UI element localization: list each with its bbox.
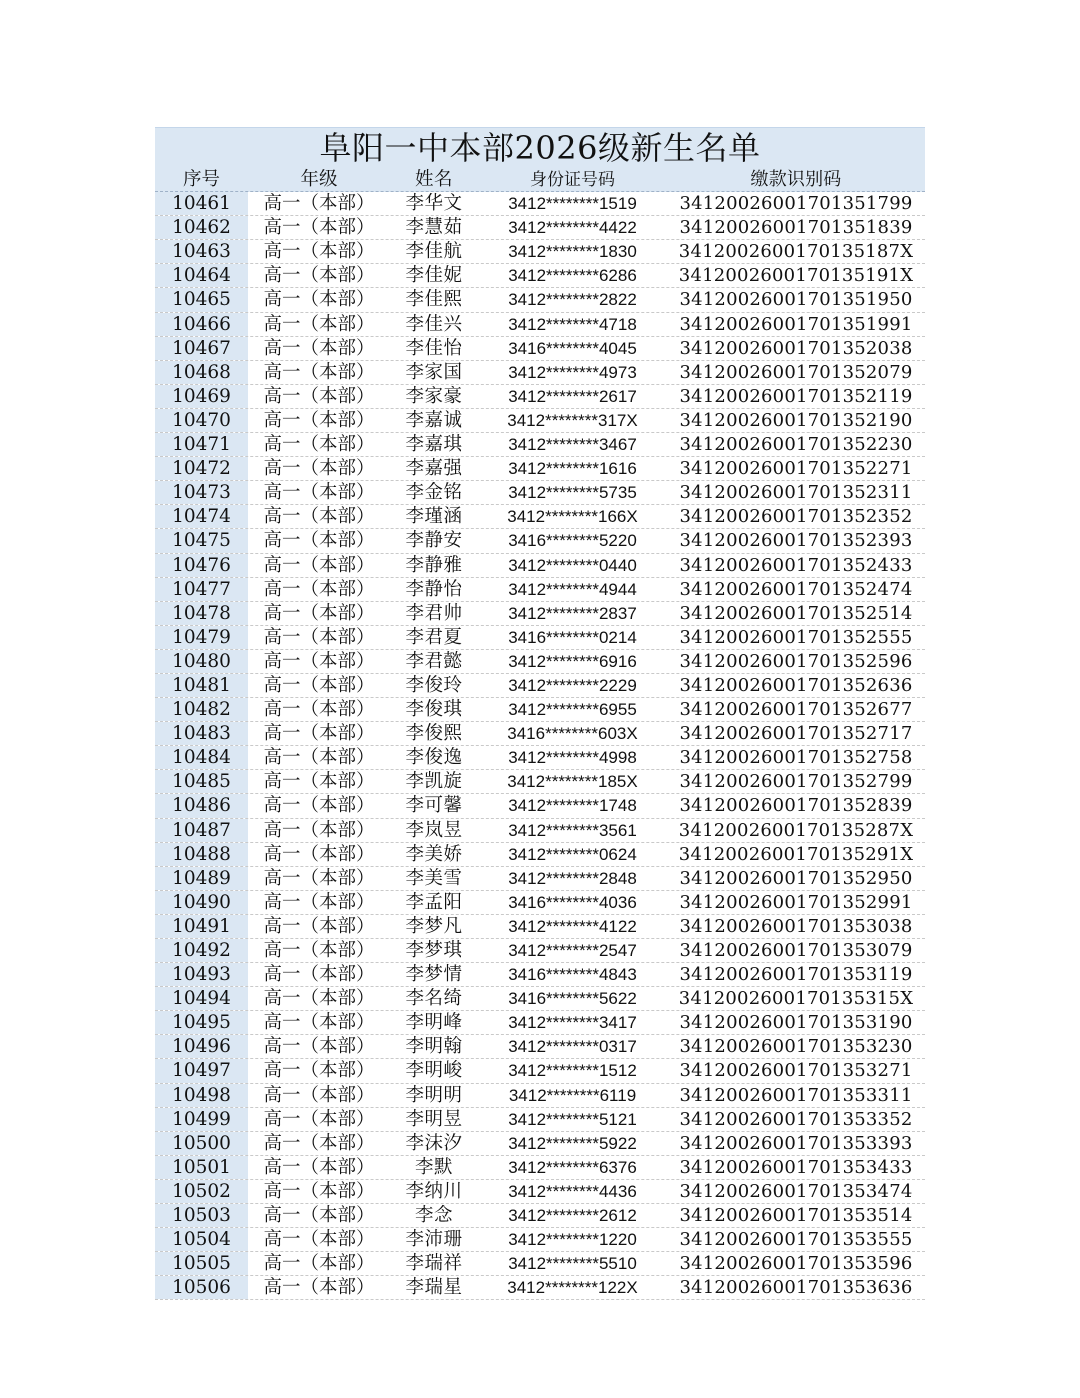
cell-id-number: 3412********2848 xyxy=(508,868,637,888)
cell-grade: 高一（本部） xyxy=(263,1229,375,1251)
cell-payment-code: 34120026001701352038 xyxy=(679,337,913,359)
cell-name: 李佳怡 xyxy=(405,337,463,359)
cell-grade: 高一（本部） xyxy=(263,289,375,311)
cell-name: 李沛珊 xyxy=(405,1229,463,1251)
table-row xyxy=(155,578,925,602)
cell-id-number: 3412********1519 xyxy=(508,194,637,214)
cell-payment-code: 34120026001701353230 xyxy=(679,1036,913,1058)
cell-id-number: 3412********2547 xyxy=(508,941,637,960)
cell-name: 李梦凡 xyxy=(405,915,463,937)
table-row xyxy=(155,746,925,770)
cell-seq: 10500 xyxy=(155,1132,248,1155)
table-row xyxy=(155,674,925,698)
table-row xyxy=(155,770,925,794)
table-row xyxy=(155,481,925,505)
cell-id-number: 3412********2612 xyxy=(508,1206,637,1226)
cell-seq: 10464 xyxy=(155,264,248,287)
cell-payment-code: 34120026001701352596 xyxy=(679,650,913,672)
table-row xyxy=(155,602,925,626)
cell-seq: 10502 xyxy=(155,1180,248,1203)
table-row xyxy=(155,385,925,409)
cell-name: 李名绮 xyxy=(405,988,463,1010)
cell-id-number: 3412********5510 xyxy=(508,1254,637,1274)
table-row xyxy=(155,1059,925,1083)
cell-id-number: 3416********4036 xyxy=(508,892,637,912)
student-list-sheet xyxy=(155,127,925,1300)
header-grade: 年级 xyxy=(300,169,338,190)
cell-name: 李梦琪 xyxy=(405,940,463,961)
cell-name: 李瑾涵 xyxy=(405,506,463,528)
table-row xyxy=(155,1132,925,1156)
cell-grade: 高一（本部） xyxy=(263,674,375,696)
cell-id-number: 3412********166X xyxy=(507,507,638,527)
cell-payment-code: 34120026001701352393 xyxy=(679,530,913,552)
cell-id-number: 3412********4422 xyxy=(508,218,637,238)
cell-payment-code: 34120026001701352717 xyxy=(679,723,913,745)
cell-payment-code: 34120026001701353636 xyxy=(679,1277,913,1299)
cell-id-number: 3416********5622 xyxy=(508,989,637,1009)
cell-payment-code: 34120026001701352079 xyxy=(679,361,913,383)
cell-payment-code: 34120026001701353555 xyxy=(679,1229,913,1251)
cell-payment-code: 34120026001701353190 xyxy=(679,1012,913,1034)
cell-payment-code: 34120026001701352758 xyxy=(679,747,913,769)
cell-id-number: 3412********122X xyxy=(507,1278,638,1298)
cell-id-number: 3412********1616 xyxy=(508,459,637,479)
cell-seq: 10488 xyxy=(155,843,248,866)
cell-grade: 高一（本部） xyxy=(263,747,375,769)
cell-name: 李明峰 xyxy=(405,1012,463,1034)
table-row xyxy=(155,409,925,433)
table-row xyxy=(155,264,925,288)
cell-grade: 高一（本部） xyxy=(263,915,375,937)
cell-payment-code: 34120026001701353352 xyxy=(679,1108,913,1130)
table-row xyxy=(155,240,925,264)
table-row xyxy=(155,1156,925,1180)
cell-seq: 10479 xyxy=(155,626,248,649)
cell-payment-code: 34120026001701353311 xyxy=(679,1084,913,1106)
cell-grade: 高一（本部） xyxy=(263,602,375,624)
cell-grade: 高一（本部） xyxy=(263,964,375,986)
cell-name: 李君懿 xyxy=(405,650,463,672)
table-body xyxy=(155,192,925,1300)
table-row xyxy=(155,554,925,578)
cell-grade: 高一（本部） xyxy=(263,1036,375,1058)
cell-id-number: 3412********4998 xyxy=(508,748,637,768)
cell-seq: 10483 xyxy=(155,722,248,745)
table-row xyxy=(155,1276,925,1300)
cell-seq: 10469 xyxy=(155,385,248,408)
cell-seq: 10467 xyxy=(155,337,248,360)
cell-payment-code: 34120026001701352555 xyxy=(679,626,913,648)
cell-grade: 高一（本部） xyxy=(263,361,375,383)
cell-grade: 高一（本部） xyxy=(263,1156,375,1178)
cell-grade: 高一（本部） xyxy=(263,265,375,287)
cell-name: 李纳川 xyxy=(405,1180,463,1202)
cell-name: 李君帅 xyxy=(405,602,463,624)
cell-grade: 高一（本部） xyxy=(263,940,375,961)
cell-name: 李家豪 xyxy=(405,385,463,407)
cell-grade: 高一（本部） xyxy=(263,843,375,865)
cell-grade: 高一（本部） xyxy=(263,1012,375,1034)
cell-id-number: 3412********4973 xyxy=(508,362,637,382)
cell-seq: 10505 xyxy=(155,1252,248,1275)
table-row xyxy=(155,891,925,915)
cell-payment-code: 34120026001701352474 xyxy=(679,578,913,600)
cell-grade: 高一（本部） xyxy=(263,1253,375,1275)
cell-grade: 高一（本部） xyxy=(263,337,375,359)
cell-name: 李瑞祥 xyxy=(405,1253,463,1275)
table-row xyxy=(155,1204,925,1228)
table-header xyxy=(155,168,925,192)
cell-seq: 10471 xyxy=(155,433,248,456)
cell-grade: 高一（本部） xyxy=(263,241,375,263)
cell-grade: 高一（本部） xyxy=(263,313,375,335)
table-row xyxy=(155,698,925,722)
cell-name: 李明明 xyxy=(405,1084,463,1106)
cell-grade: 高一（本部） xyxy=(263,409,375,431)
cell-seq: 10501 xyxy=(155,1156,248,1179)
cell-seq: 10482 xyxy=(155,698,248,721)
cell-grade: 高一（本部） xyxy=(263,1084,375,1106)
cell-id-number: 3412********2822 xyxy=(508,290,637,310)
cell-seq: 10477 xyxy=(155,578,248,601)
cell-grade: 高一（本部） xyxy=(263,1180,375,1202)
cell-payment-code: 34120026001701353433 xyxy=(679,1156,913,1178)
cell-grade: 高一（本部） xyxy=(263,650,375,672)
table-row xyxy=(155,626,925,650)
cell-id-number: 3412********0624 xyxy=(508,844,637,864)
cell-payment-code: 34120026001701352636 xyxy=(679,674,913,696)
cell-seq: 10476 xyxy=(155,554,248,577)
cell-grade: 高一（本部） xyxy=(263,385,375,407)
cell-payment-code: 34120026001701352677 xyxy=(679,699,913,721)
cell-name: 李岚昱 xyxy=(405,819,463,841)
table-row xyxy=(155,1180,925,1204)
cell-seq: 10504 xyxy=(155,1228,248,1251)
cell-seq: 10497 xyxy=(155,1059,248,1082)
cell-seq: 10492 xyxy=(155,939,248,962)
cell-payment-code: 34120026001701353393 xyxy=(679,1132,913,1154)
cell-seq: 10495 xyxy=(155,1011,248,1034)
cell-seq: 10498 xyxy=(155,1084,248,1107)
cell-id-number: 3412********3417 xyxy=(508,1013,637,1033)
table-row xyxy=(155,963,925,987)
cell-payment-code: 3412002600170135187X xyxy=(678,241,914,263)
cell-name: 李家国 xyxy=(405,361,463,383)
cell-grade: 高一（本部） xyxy=(263,506,375,528)
cell-name: 李明峻 xyxy=(405,1060,463,1082)
cell-id-number: 3412********1512 xyxy=(508,1061,637,1081)
cell-grade: 高一（本部） xyxy=(263,819,375,841)
cell-grade: 高一（本部） xyxy=(263,1060,375,1082)
table-row xyxy=(155,987,925,1011)
cell-grade: 高一（本部） xyxy=(263,217,375,239)
table-row xyxy=(155,288,925,312)
cell-grade: 高一（本部） xyxy=(263,988,375,1010)
cell-name: 李沫汐 xyxy=(405,1132,463,1154)
cell-name: 李静安 xyxy=(405,530,463,552)
cell-payment-code: 34120026001701353596 xyxy=(679,1253,913,1275)
table-row xyxy=(155,433,925,457)
cell-name: 李明翰 xyxy=(405,1036,463,1058)
cell-name: 李美娇 xyxy=(405,843,463,865)
cell-name: 李俊逸 xyxy=(405,747,463,769)
cell-grade: 高一（本部） xyxy=(263,578,375,600)
cell-name: 李默 xyxy=(414,1156,453,1178)
cell-id-number: 3416********4045 xyxy=(508,338,637,358)
cell-name: 李君夏 xyxy=(405,626,463,648)
cell-seq: 10480 xyxy=(155,650,248,673)
cell-seq: 10474 xyxy=(155,505,248,528)
cell-seq: 10466 xyxy=(155,313,248,336)
cell-payment-code: 3412002600170135291X xyxy=(678,843,914,865)
cell-grade: 高一（本部） xyxy=(263,434,375,456)
cell-grade: 高一（本部） xyxy=(263,1132,375,1154)
table-row xyxy=(155,216,925,240)
cell-payment-code: 34120026001701351839 xyxy=(679,217,913,239)
cell-payment-code: 34120026001701351799 xyxy=(679,193,913,215)
table-row xyxy=(155,529,925,553)
cell-seq: 10465 xyxy=(155,288,248,311)
cell-grade: 高一（本部） xyxy=(263,1205,375,1227)
cell-id-number: 3412********317X xyxy=(507,410,638,430)
table-row xyxy=(155,939,925,963)
cell-id-number: 3412********4122 xyxy=(508,916,637,936)
cell-payment-code: 34120026001701352991 xyxy=(679,891,913,913)
cell-name: 李静雅 xyxy=(405,554,463,576)
cell-grade: 高一（本部） xyxy=(263,626,375,648)
table-row xyxy=(155,650,925,674)
cell-name: 李佳熙 xyxy=(405,289,463,311)
cell-payment-code: 34120026001701352799 xyxy=(679,771,913,793)
cell-grade: 高一（本部） xyxy=(263,867,375,889)
cell-payment-code: 34120026001701353514 xyxy=(679,1205,913,1227)
cell-grade: 高一（本部） xyxy=(263,554,375,576)
cell-payment-code: 34120026001701353474 xyxy=(679,1180,913,1202)
cell-grade: 高一（本部） xyxy=(263,458,375,480)
cell-grade: 高一（本部） xyxy=(263,530,375,552)
cell-seq: 10472 xyxy=(155,457,248,480)
cell-seq: 10496 xyxy=(155,1035,248,1058)
cell-payment-code: 34120026001701351991 xyxy=(679,313,913,335)
table-row xyxy=(155,819,925,843)
table-row xyxy=(155,1252,925,1276)
cell-seq: 10485 xyxy=(155,770,248,793)
cell-id-number: 3412********6376 xyxy=(508,1157,637,1177)
cell-name: 李俊琪 xyxy=(405,699,463,721)
cell-seq: 10478 xyxy=(155,602,248,625)
cell-grade: 高一（本部） xyxy=(263,795,375,817)
cell-grade: 高一（本部） xyxy=(263,482,375,504)
cell-payment-code: 34120026001701352190 xyxy=(679,409,913,431)
cell-id-number: 3416********4843 xyxy=(508,965,637,985)
table-row xyxy=(155,794,925,818)
cell-payment-code: 34120026001701352271 xyxy=(679,458,913,480)
cell-grade: 高一（本部） xyxy=(263,1108,375,1130)
cell-payment-code: 3412002600170135287X xyxy=(678,819,914,841)
table-row xyxy=(155,192,925,216)
cell-seq: 10489 xyxy=(155,867,248,890)
cell-id-number: 3412********185X xyxy=(507,772,638,792)
table-row xyxy=(155,1011,925,1035)
cell-name: 李凯旋 xyxy=(405,771,463,793)
cell-payment-code: 34120026001701352950 xyxy=(679,867,913,889)
cell-seq: 10499 xyxy=(155,1108,248,1131)
cell-grade: 高一（本部） xyxy=(263,891,375,913)
page-title: 阜阳一中本部2026级新生名单 xyxy=(155,127,925,168)
cell-id-number: 3412********4718 xyxy=(508,314,637,334)
cell-payment-code: 34120026001701352839 xyxy=(679,795,913,817)
cell-id-number: 3412********2229 xyxy=(508,675,637,695)
cell-id-number: 3412********5121 xyxy=(508,1109,637,1129)
cell-name: 李慧茹 xyxy=(405,217,463,239)
cell-seq: 10490 xyxy=(155,891,248,914)
cell-seq: 10491 xyxy=(155,915,248,938)
table-row xyxy=(155,361,925,385)
cell-name: 李孟阳 xyxy=(405,891,463,913)
cell-id-number: 3412********6119 xyxy=(508,1085,637,1105)
cell-id-number: 3412********0317 xyxy=(508,1037,637,1057)
cell-name: 李俊熙 xyxy=(405,723,463,745)
cell-name: 李佳航 xyxy=(405,241,463,263)
table-row xyxy=(155,867,925,891)
cell-seq: 10487 xyxy=(155,819,248,842)
table-row xyxy=(155,1084,925,1108)
table-row xyxy=(155,843,925,867)
cell-payment-code: 34120026001701352433 xyxy=(679,554,913,576)
cell-name: 李嘉诚 xyxy=(405,409,463,431)
cell-name: 李佳妮 xyxy=(405,265,463,287)
cell-payment-code: 34120026001701352311 xyxy=(679,482,913,504)
cell-payment-code: 34120026001701352352 xyxy=(679,506,913,528)
cell-seq: 10503 xyxy=(155,1204,248,1227)
cell-name: 李美雪 xyxy=(405,867,463,889)
cell-id-number: 3412********1748 xyxy=(508,796,637,816)
cell-payment-code: 34120026001701353079 xyxy=(679,940,913,961)
cell-seq: 10484 xyxy=(155,746,248,769)
cell-id-number: 3412********6286 xyxy=(508,266,637,286)
cell-name: 李嘉强 xyxy=(405,458,463,480)
cell-grade: 高一（本部） xyxy=(263,699,375,721)
table-row xyxy=(155,722,925,746)
cell-seq: 10461 xyxy=(155,192,248,215)
cell-grade: 高一（本部） xyxy=(263,723,375,745)
cell-name: 李瑞星 xyxy=(405,1277,463,1299)
cell-id-number: 3412********4944 xyxy=(508,579,637,599)
table-row xyxy=(155,1228,925,1252)
cell-id-number: 3412********2837 xyxy=(508,603,637,623)
cell-name: 李明昱 xyxy=(405,1108,463,1130)
header-seq: 序号 xyxy=(182,169,220,190)
cell-seq: 10493 xyxy=(155,963,248,986)
cell-payment-code: 3412002600170135315X xyxy=(678,988,914,1010)
cell-seq: 10473 xyxy=(155,481,248,504)
cell-id-number: 3412********1830 xyxy=(508,242,637,262)
table-row xyxy=(155,1108,925,1132)
cell-id-number: 3416********603X xyxy=(507,724,638,744)
cell-id-number: 3412********0440 xyxy=(508,555,637,575)
cell-payment-code: 34120026001701353271 xyxy=(679,1060,913,1082)
cell-id-number: 3416********5220 xyxy=(508,531,637,551)
cell-payment-code: 34120026001701352514 xyxy=(679,602,913,624)
cell-seq: 10506 xyxy=(155,1276,248,1299)
cell-seq: 10463 xyxy=(155,240,248,263)
cell-payment-code: 34120026001701353119 xyxy=(679,964,913,986)
cell-payment-code: 3412002600170135191X xyxy=(678,265,914,287)
header-name: 姓名 xyxy=(414,169,453,190)
table-row xyxy=(155,337,925,361)
cell-name: 李可馨 xyxy=(405,795,463,817)
cell-seq: 10486 xyxy=(155,794,248,817)
header-code: 缴款识别码 xyxy=(750,169,842,190)
cell-grade: 高一（本部） xyxy=(263,771,375,793)
cell-name: 李金铭 xyxy=(405,482,463,504)
table-row xyxy=(155,313,925,337)
cell-name: 李俊玲 xyxy=(405,674,463,696)
cell-id-number: 3412********6955 xyxy=(508,700,637,720)
cell-payment-code: 34120026001701351950 xyxy=(679,289,913,311)
cell-id-number: 3416********0214 xyxy=(508,627,637,647)
cell-id-number: 3412********3467 xyxy=(508,435,637,455)
cell-seq: 10462 xyxy=(155,216,248,239)
cell-seq: 10470 xyxy=(155,409,248,432)
cell-id-number: 3412********4436 xyxy=(508,1181,637,1201)
cell-name: 李华文 xyxy=(405,193,463,215)
cell-id-number: 3412********5922 xyxy=(508,1133,637,1153)
cell-name: 李念 xyxy=(414,1205,453,1227)
cell-seq: 10475 xyxy=(155,529,248,552)
table-row xyxy=(155,1035,925,1059)
cell-id-number: 3412********2617 xyxy=(508,386,637,406)
cell-name: 李佳兴 xyxy=(405,313,463,335)
header-id: 身份证号码 xyxy=(530,170,615,189)
cell-seq: 10468 xyxy=(155,361,248,384)
cell-id-number: 3412********6916 xyxy=(508,651,637,671)
cell-id-number: 3412********3561 xyxy=(508,820,637,840)
cell-id-number: 3412********5735 xyxy=(508,483,637,503)
cell-seq: 10494 xyxy=(155,987,248,1010)
cell-name: 李静怡 xyxy=(405,578,463,600)
cell-payment-code: 34120026001701352230 xyxy=(679,434,913,456)
cell-id-number: 3412********1220 xyxy=(508,1230,637,1250)
cell-name: 李嘉琪 xyxy=(405,434,463,456)
table-row xyxy=(155,457,925,481)
cell-seq: 10481 xyxy=(155,674,248,697)
cell-payment-code: 34120026001701352119 xyxy=(679,385,913,407)
table-row xyxy=(155,915,925,939)
cell-grade: 高一（本部） xyxy=(263,193,375,215)
cell-payment-code: 34120026001701353038 xyxy=(679,915,913,937)
table-row xyxy=(155,505,925,529)
cell-name: 李梦情 xyxy=(405,964,463,986)
cell-grade: 高一（本部） xyxy=(263,1277,375,1299)
